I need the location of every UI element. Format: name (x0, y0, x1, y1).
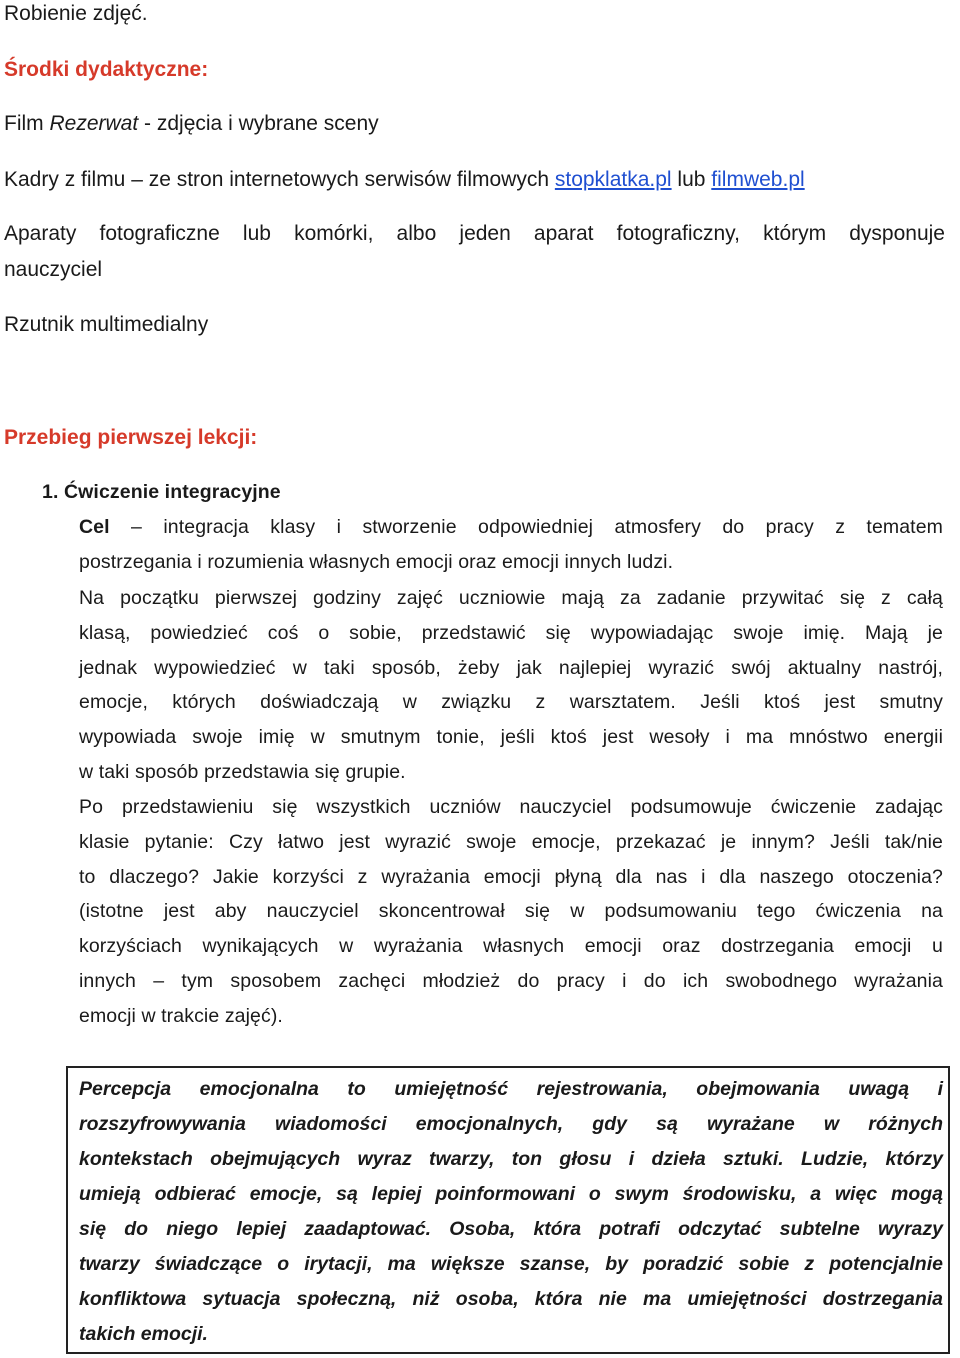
kadry-mid: lub (671, 168, 712, 191)
para2-line: innych – tym sposobem zachęci młodzież do pracy i do ich swobodnego wyrażania (79, 970, 943, 992)
para1-line: jednak wypowiedzieć w taki sposób, żeby jak najlepiej wyrazić swój aktualny nastrój, (79, 657, 943, 679)
para1-line: w taki sposób przedstawia się grupie. (79, 761, 406, 783)
definition-line: umieją odbierać emocje, są lepiej poinformowani o swym środowisku, a więc mogą (79, 1183, 943, 1205)
para1-line: wypowiada swoje imię w smutnym tonie, jeśli ktoś jest wesoły i ma mnóstwo energii (79, 726, 943, 748)
cel-label: Cel (79, 516, 110, 538)
definition-line: się do niego lepiej zaadaptować. Osoba, która potrafi odczytać subtelne wyrazy (79, 1218, 943, 1240)
film-prefix: Film (4, 112, 50, 135)
definition-line: rozszyfrowywania wiadomości emocjonalnych, gdy są wyrażane w różnych (79, 1113, 943, 1135)
para2-line: to dlaczego? Jakie korzyści z wyrażania emocji płyną dla nas i dla naszego otoczenia? (79, 866, 943, 888)
film-suffix: - zdjęcia i wybrane sceny (138, 112, 379, 135)
definition-line: kontekstach obejmujących wyraz twarzy, ton głosu i dzieła sztuki. Ludzie, którzy (79, 1148, 943, 1170)
kadry-line (4, 168, 805, 192)
cel-line-2: postrzegania i rozumienia własnych emocji oraz emocji innych ludzi. (79, 551, 674, 573)
definition-line: konfliktowa sytuacja społeczną, niż osoba, która nie ma umiejętności dostrzegania (79, 1288, 943, 1310)
lesson-heading: Przebieg pierwszej lekcji: (4, 426, 258, 449)
rzutnik-line: Rzutnik multimedialny (4, 313, 209, 336)
para1-line: emocje, których doświadczają w związku z warsztatem. Jeśli ktoś jest smutny (79, 691, 943, 713)
para2-line: klasie pytanie: Czy łatwo jest wyrazić swoje emocje, przekazać je innym? Jeśli tak/nie (79, 831, 943, 853)
aparaty-line-1: Aparaty fotograficzne lub komórki, albo jeden aparat fotograficzny, którym dysponuje (4, 222, 945, 245)
filmweb-link[interactable]: filmweb.pl (711, 168, 805, 191)
para2-line: (istotne jest aby nauczyciel skoncentrował się w podsumowaniu tego ćwiczenia na (79, 900, 943, 922)
para2-line: korzyściach wynikających w wyrażania własnych emocji oraz dostrzegania emocji u (79, 935, 943, 957)
para2-line: Po przedstawieniu się wszystkich uczniów nauczyciel podsumowuje ćwiczenie zadając (79, 796, 943, 818)
para1-line: Na początku pierwszej godziny zajęć uczniowie mają za zadanie przywitać się z całą (79, 587, 943, 609)
exercise-title: 1. Ćwiczenie integracyjne (42, 481, 281, 503)
kadry-prefix: Kadry z filmu – ze stron internetowych serwisów filmowych (4, 168, 555, 191)
srodki-heading: Środki dydaktyczne: (4, 58, 209, 81)
cel-line-1-text: – integracja klasy i stworzenie odpowiedniej atmosfery do pracy z tematem (109, 516, 943, 538)
stopklatka-link[interactable]: stopklatka.pl (554, 168, 672, 191)
para2-line: emocji w trakcie zajęć). (79, 1005, 283, 1027)
aparaty-line-2: nauczyciel (4, 258, 103, 281)
intro-line: Robienie zdjęć. (4, 2, 148, 25)
definition-line: takich emocji. (79, 1323, 208, 1345)
film-line (4, 112, 379, 136)
film-title: Rezerwat (49, 112, 139, 135)
para1-line: klasą, powiedzieć coś o sobie, przedstawić się wypowiadając swoje imię. Mają je (79, 622, 943, 644)
definition-line: twarzy świadczące o irytacji, ma większe szanse, by poradzić sobie z potencjalnie (79, 1253, 943, 1275)
definition-line: Percepcja emocjonalna to umiejętność rejestrowania, obejmowania uwagą i (79, 1078, 943, 1100)
cel-line-1 (79, 515, 943, 539)
